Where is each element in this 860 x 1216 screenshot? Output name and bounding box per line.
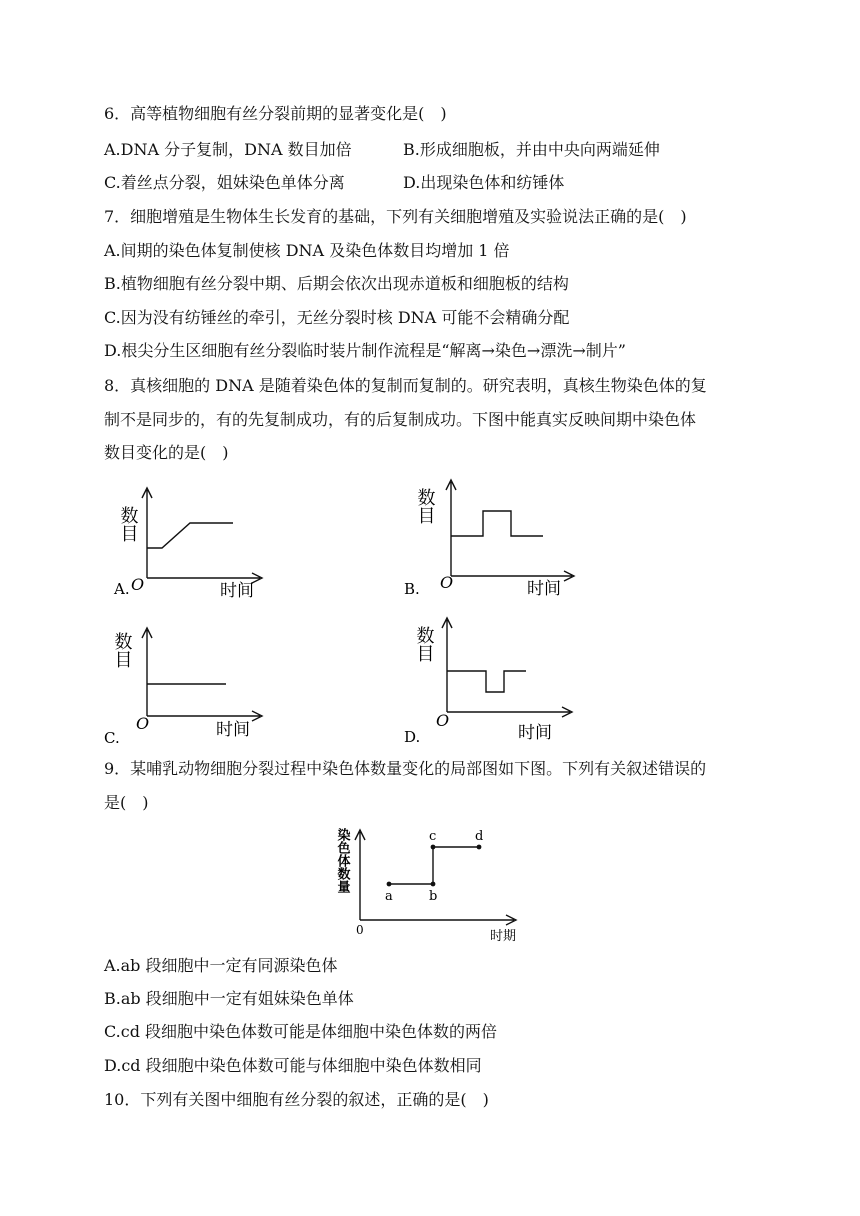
q7-option-a: A.间期的染色体复制使核 DNA 及染色体数目均增加 1 倍	[104, 241, 510, 260]
point-c-label: c	[429, 829, 437, 844]
origin-label: 0	[356, 923, 364, 937]
q10-stem: 10．下列有关图中细胞有丝分裂的叙述，正确的是( )	[104, 1090, 489, 1109]
option-label-c: C.	[104, 729, 120, 747]
point-c	[431, 845, 436, 850]
point-d	[477, 845, 482, 850]
q9-trace	[389, 847, 479, 884]
option-label-a: A.	[114, 580, 130, 598]
q6-option-d: D.出现染色体和纺锤体	[403, 173, 565, 192]
q8-stem-line3: 数目变化的是( )	[104, 443, 229, 462]
origin-label: O	[136, 714, 150, 733]
y-axis	[442, 618, 452, 712]
x-axis-label: 时间	[216, 720, 250, 740]
q8-stem-line1: 8．真核细胞的 DNA 是随着染色体的复制而复制的。研究表明，真核生物染色体的复	[104, 376, 707, 395]
graph-d-trace	[447, 671, 526, 692]
origin-label: O	[440, 573, 454, 592]
origin-label: O	[436, 711, 450, 730]
graph-a-trace	[147, 523, 233, 548]
q9-option-c: C.cd 段细胞中染色体数可能是体细胞中染色体数的两倍	[104, 1022, 498, 1041]
point-a-label: a	[385, 889, 393, 904]
q7-stem: 7．细胞增殖是生物体生长发育的基础，下列有关细胞增殖及实验说法正确的是( )	[104, 207, 687, 226]
q8-stem-line2: 制不是同步的，有的先复制成功，有的后复制成功。下图中能真实反映间期中染色体	[104, 410, 697, 429]
q8-graph-d	[400, 612, 580, 748]
y-axis-label: 数目	[117, 506, 139, 542]
q9-option-d: D.cd 段细胞中染色体数可能与体细胞中染色体数相同	[104, 1056, 482, 1075]
q8-graph-a	[100, 478, 270, 604]
x-axis	[360, 915, 516, 925]
x-axis	[447, 707, 572, 717]
option-label-d: D.	[404, 728, 421, 746]
y-axis-label: 数目	[413, 626, 435, 662]
q7-option-d: D.根尖分生区细胞有丝分裂临时装片制作流程是“解离→染色→漂洗→制片”	[104, 341, 626, 360]
q9-option-a: A.ab 段细胞中一定有同源染色体	[104, 956, 338, 975]
q9-graph	[334, 822, 524, 946]
x-axis-label: 时间	[518, 723, 552, 743]
graph-b-trace	[451, 511, 543, 536]
y-axis	[446, 480, 456, 576]
q6-option-c: C.着丝点分裂，姐妹染色单体分离	[104, 173, 345, 192]
y-axis	[142, 628, 152, 716]
point-b	[431, 882, 436, 887]
q9-option-b: B.ab 段细胞中一定有姐妹染色单体	[104, 989, 354, 1008]
q7-option-c: C.因为没有纺锤丝的牵引，无丝分裂时核 DNA 可能不会精确分配	[104, 308, 570, 327]
option-label-b: B.	[404, 580, 420, 598]
point-a	[387, 882, 392, 887]
x-axis-label: 时间	[527, 579, 561, 599]
point-b-label: b	[429, 889, 438, 904]
q7-option-b: B.植物细胞有丝分裂中期、后期会依次出现赤道板和细胞板的结构	[104, 274, 569, 293]
y-axis-label: 数目	[111, 632, 133, 668]
y-axis	[355, 830, 365, 920]
q9-stem-line2: 是( )	[104, 793, 149, 812]
y-axis-label: 染色体数量	[334, 828, 350, 893]
q6-stem: 6．高等植物细胞有丝分裂前期的显著变化是( )	[104, 104, 447, 123]
point-d-label: d	[475, 829, 484, 844]
origin-label: O	[131, 575, 145, 594]
y-axis-label: 数目	[414, 488, 436, 524]
x-axis-label: 时期	[490, 929, 517, 944]
y-axis	[142, 488, 152, 578]
q6-option-b: B.形成细胞板，并由中央向两端延伸	[403, 140, 660, 159]
q8-graph-b	[400, 472, 580, 604]
x-axis-label: 时间	[220, 581, 254, 601]
q6-option-a: A.DNA 分子复制，DNA 数目加倍	[104, 140, 352, 159]
q8-graph-c	[100, 622, 270, 748]
q9-stem-line1: 9．某哺乳动物细胞分裂过程中染色体数量变化的局部图如下图。下列有关叙述错误的	[104, 759, 707, 778]
